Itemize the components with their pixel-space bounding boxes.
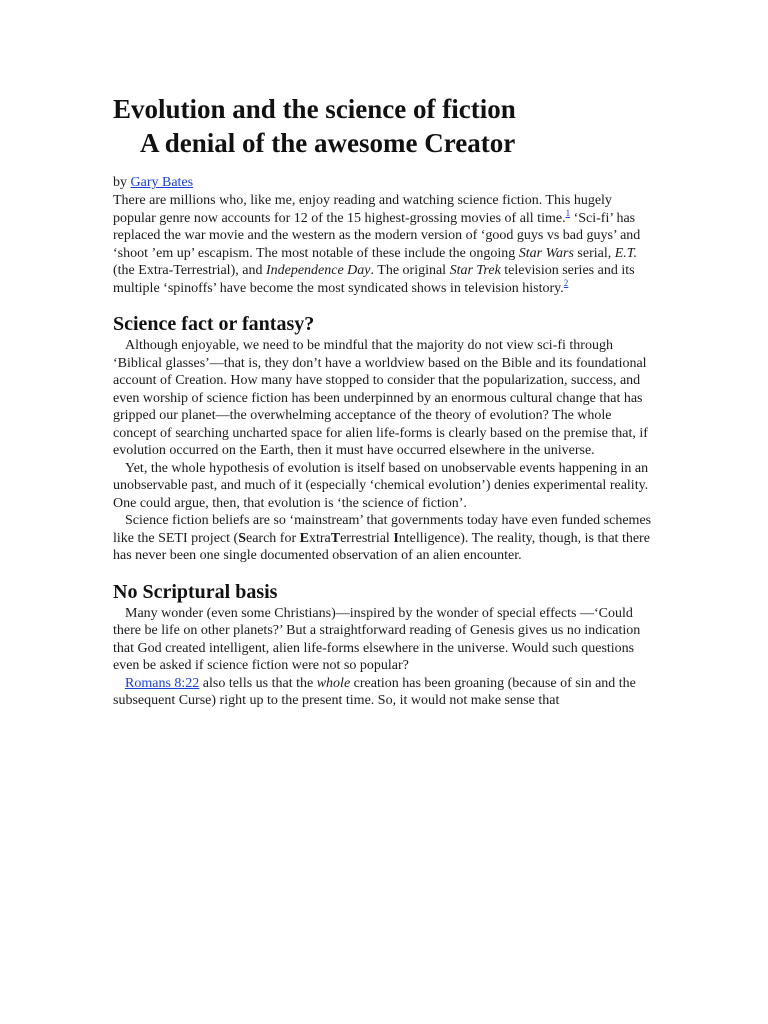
- et-title: E.T.: [614, 245, 638, 261]
- paragraph-hypothesis: Yet, the whole hypothesis of evolution is itself based on unobservable events happening in an unobservable past, and much of it (especially ‘chemical evolution’) denies experimental reality. One could argue, then, that evolution is ‘the science of fiction’.: [113, 460, 649, 511]
- intro-text-6: television series and its multiple ‘spinoffs’ have become the most syndicated shows in television history.: [113, 263, 635, 296]
- article: [113, 92, 658, 710]
- author-link[interactable]: Gary Bates: [130, 175, 194, 190]
- title-line-1: Evolution and the science of fiction: [113, 94, 516, 124]
- byline: [113, 174, 658, 192]
- intro-text-4: (the Extra-Terrestrial), and: [113, 263, 266, 278]
- footnote-1-link[interactable]: 1: [565, 207, 571, 218]
- footnote-2-link[interactable]: 2: [563, 277, 569, 288]
- intro-text-1: There are millions who, like me, enjoy reading and watching science fiction. This hugely popular genre now accounts for 12 of the 15 highest-grossing movies of all time.: [113, 193, 612, 226]
- romans-text-a: also tells us that the: [199, 675, 317, 691]
- intro-paragraph: [113, 192, 658, 297]
- paragraph-seti: [113, 512, 658, 565]
- whole-emphasis: whole: [316, 675, 351, 691]
- section-heading-science-fact: Science fact or fantasy?: [113, 313, 315, 335]
- footnote-2: [564, 278, 569, 288]
- title-line-2: A denial of the awesome Creator: [140, 128, 516, 158]
- seti-letter-s: S: [238, 530, 246, 546]
- intro-text-2: ‘Sci-fi’ has replaced the war movie and the western as the modern version of ‘good guys vs bad guys’ and ‘shoot ’em up’ escapism. The most notable of these include the ongoing: [113, 210, 641, 261]
- seti-letter-e: E: [299, 530, 309, 546]
- paragraph-romans: [113, 675, 658, 710]
- seti-text-a: Science fiction beliefs are so ‘mainstream’ that governments today have even funded schemes like the SETI project (: [113, 513, 652, 546]
- independence-day-title: Independence Day: [265, 263, 371, 278]
- intro-text-3: serial,: [573, 245, 615, 261]
- paragraph-many-wonder: Many wonder (even some Christians)—inspired by the wonder of special effects —‘Could there be life on other planets?’ But a straightforward reading of Genesis gives us no indication that God created intelligent, alien life-forms elsewhere in the universe. Would such questions even be asked if science fiction were not so popular?: [113, 605, 641, 673]
- intro-text-5: . The original: [370, 263, 450, 278]
- star-wars-title: Star Wars: [518, 245, 574, 261]
- paragraph-enjoyable: Although enjoyable, we need to be mindful that the majority do not view sci-fi through ‘Biblical glasses’—that is, they don’t have a worldview based on the Bible and its foundational account of Creation. How many have stopped to consider that the popularization, success, and even worship of science fiction has been underpinned by an enormous cultural change that has gripped our planet—the overwhelming acceptance of the theory of evolution? The whole concept of searching uncharted space for alien life-forms is clearly based on the premise that, if evolution occurred on the Earth, then it must have occurred elsewhere in the universe.: [113, 338, 648, 458]
- romans-reference-link[interactable]: Romans 8:22: [125, 675, 200, 691]
- seti-text-e: ntelligence). The reality, though, is that there has never been one single documented observation of an alien encounter.: [113, 530, 650, 563]
- seti-text-d: errestrial: [340, 530, 394, 546]
- seti-text-b: earch for: [245, 530, 300, 546]
- article-title: [113, 92, 658, 160]
- seti-letter-t: T: [330, 530, 341, 546]
- seti-text-c: xtra: [308, 530, 331, 546]
- section-heading-no-scriptural-basis: No Scriptural basis: [113, 580, 278, 603]
- romans-text-b: creation has been groaning (because of sin and the subsequent Curse) right up to the present time. So, it would not make sense that: [113, 675, 636, 708]
- seti-letter-i: I: [393, 530, 399, 546]
- star-trek-title: Star Trek: [449, 263, 501, 278]
- byline-prefix: by: [113, 175, 131, 190]
